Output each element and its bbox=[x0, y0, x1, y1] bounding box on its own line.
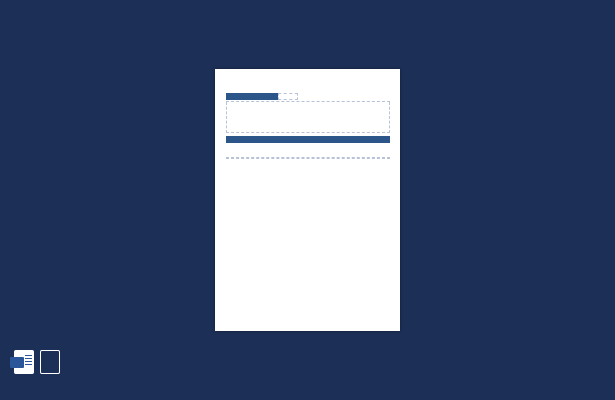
payment-table-header bbox=[226, 136, 390, 143]
table-spacer bbox=[226, 143, 390, 158]
pdf-file-icon bbox=[40, 350, 60, 374]
header-color-band bbox=[226, 93, 278, 100]
word-letter bbox=[10, 357, 24, 368]
invoice-header bbox=[226, 92, 390, 101]
header-blank-cell bbox=[278, 93, 298, 100]
word-file-icon bbox=[14, 350, 34, 374]
format-icons bbox=[14, 350, 60, 374]
invoice-bottom-section bbox=[226, 158, 390, 159]
invoice-document bbox=[226, 92, 390, 159]
pdf-label bbox=[43, 360, 57, 371]
property-description-area bbox=[226, 102, 390, 133]
invoice-preview bbox=[215, 69, 400, 331]
